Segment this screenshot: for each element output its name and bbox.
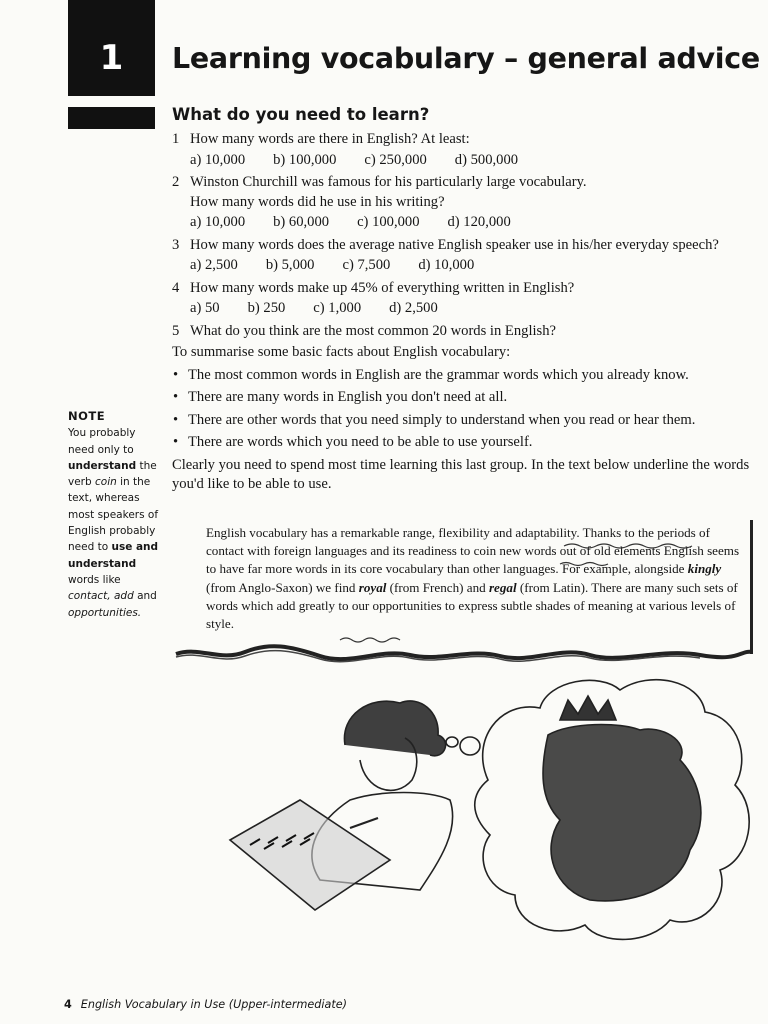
option: c) 7,500	[342, 257, 391, 273]
option: d) 10,000	[418, 257, 475, 273]
section-heading: What do you need to learn?	[172, 105, 430, 124]
question-text: How many words does the average native English speaker use in his/her everyday speech?	[190, 236, 719, 253]
list-item: • There are many words in English you don't need at all.	[172, 388, 762, 408]
question-text: What do you think are the most common 20 words in English?	[190, 322, 557, 339]
girl-hair	[344, 701, 445, 756]
note-text: You probably need only to	[68, 427, 136, 456]
note-text: words like	[68, 573, 121, 586]
note-italic: coin	[95, 476, 117, 489]
option: d) 120,000	[447, 214, 511, 230]
underline-squiggle	[564, 544, 692, 548]
passage-text: (from French) and	[389, 579, 486, 595]
question-number: 1	[172, 131, 180, 147]
option: c) 250,000	[364, 151, 427, 168]
page-footer	[64, 998, 347, 1011]
question-text-2: How many words did he use in his writing?	[190, 193, 445, 210]
summary-intro: To summarise some basic facts about English vocabulary:	[172, 344, 511, 360]
question-number: 4	[172, 279, 180, 296]
question-number: 2	[172, 174, 180, 190]
note-emphasis: understand	[68, 459, 137, 472]
thought-bubble-tiny	[446, 737, 458, 747]
option: b) 250	[247, 300, 286, 316]
note-text: and	[137, 590, 157, 603]
pencil	[350, 818, 378, 828]
passage-text: (from Latin). There are many such sets of words which add greatly to our opportunities to express subtle shades of meaning at various levels of style.	[206, 579, 738, 632]
option: c) 1,000	[313, 300, 362, 316]
question-number: 3	[172, 236, 180, 253]
notebook	[230, 800, 390, 910]
list-item: • There are other words that you need simply to understand when you read or hear them.	[172, 411, 762, 431]
book-title: English Vocabulary in Use (Upper-intermediate)	[80, 998, 347, 1011]
option: a) 10,000	[190, 151, 246, 168]
thought-bubble-small	[460, 737, 480, 755]
option: b) 60,000	[273, 214, 330, 230]
option: b) 100,000	[273, 151, 337, 168]
summary-conclusion: Clearly you need to spend most time learning this last group. In the text below underline the words you'd like to be able to use.	[172, 456, 750, 492]
note-heading: NOTE	[68, 409, 106, 423]
list-item: • The most common words in English are the grammar words which you already know.	[172, 366, 762, 386]
option: d) 500,000	[454, 151, 519, 168]
option: c) 100,000	[357, 214, 420, 230]
list-item: • There are words which you need to be able to use yourself.	[172, 433, 762, 453]
option: a) 50	[190, 300, 220, 316]
passage-text: English vocabulary has a remarkable range, flexibility and adaptability. Thanks to the periods of contact with foreign languages and its readiness to coin new words out of old elements English seems to have far more words in its core vocabulary than other languages. For example, alongside	[206, 525, 740, 577]
king-figure	[560, 696, 616, 720]
passage-text: (from Anglo-Saxon) we find	[206, 579, 356, 595]
passage-keyword: royal	[358, 579, 387, 595]
note-text: in the text, whereas most speakers of English probably need to	[68, 476, 159, 554]
underline-squiggle	[340, 638, 400, 642]
option: a) 2,500	[190, 257, 238, 273]
option: d) 2,500	[389, 300, 438, 316]
note-italic: opportunities.	[68, 606, 142, 619]
note-text: the verb	[68, 459, 157, 489]
passage-keyword: kingly	[687, 561, 722, 577]
question-text: Winston Churchill was famous for his particularly large vocabulary.	[190, 174, 587, 190]
option: a) 10,000	[190, 214, 246, 230]
question-number: 5	[172, 322, 180, 339]
page-title: Learning vocabulary – general advice	[172, 42, 760, 75]
note-emphasis: use and understand	[68, 541, 159, 570]
underline-squiggle	[560, 563, 608, 566]
page-number: 4	[64, 998, 72, 1011]
option: b) 5,000	[265, 257, 315, 273]
unit-number: 1	[99, 38, 124, 78]
illustration	[230, 680, 749, 940]
question-text: How many words are there in English? At least:	[190, 131, 470, 147]
question-text: How many words make up 45% of everything written in English?	[190, 279, 575, 296]
note-italic: contact, add	[68, 590, 134, 603]
passage-keyword: regal	[488, 579, 517, 595]
